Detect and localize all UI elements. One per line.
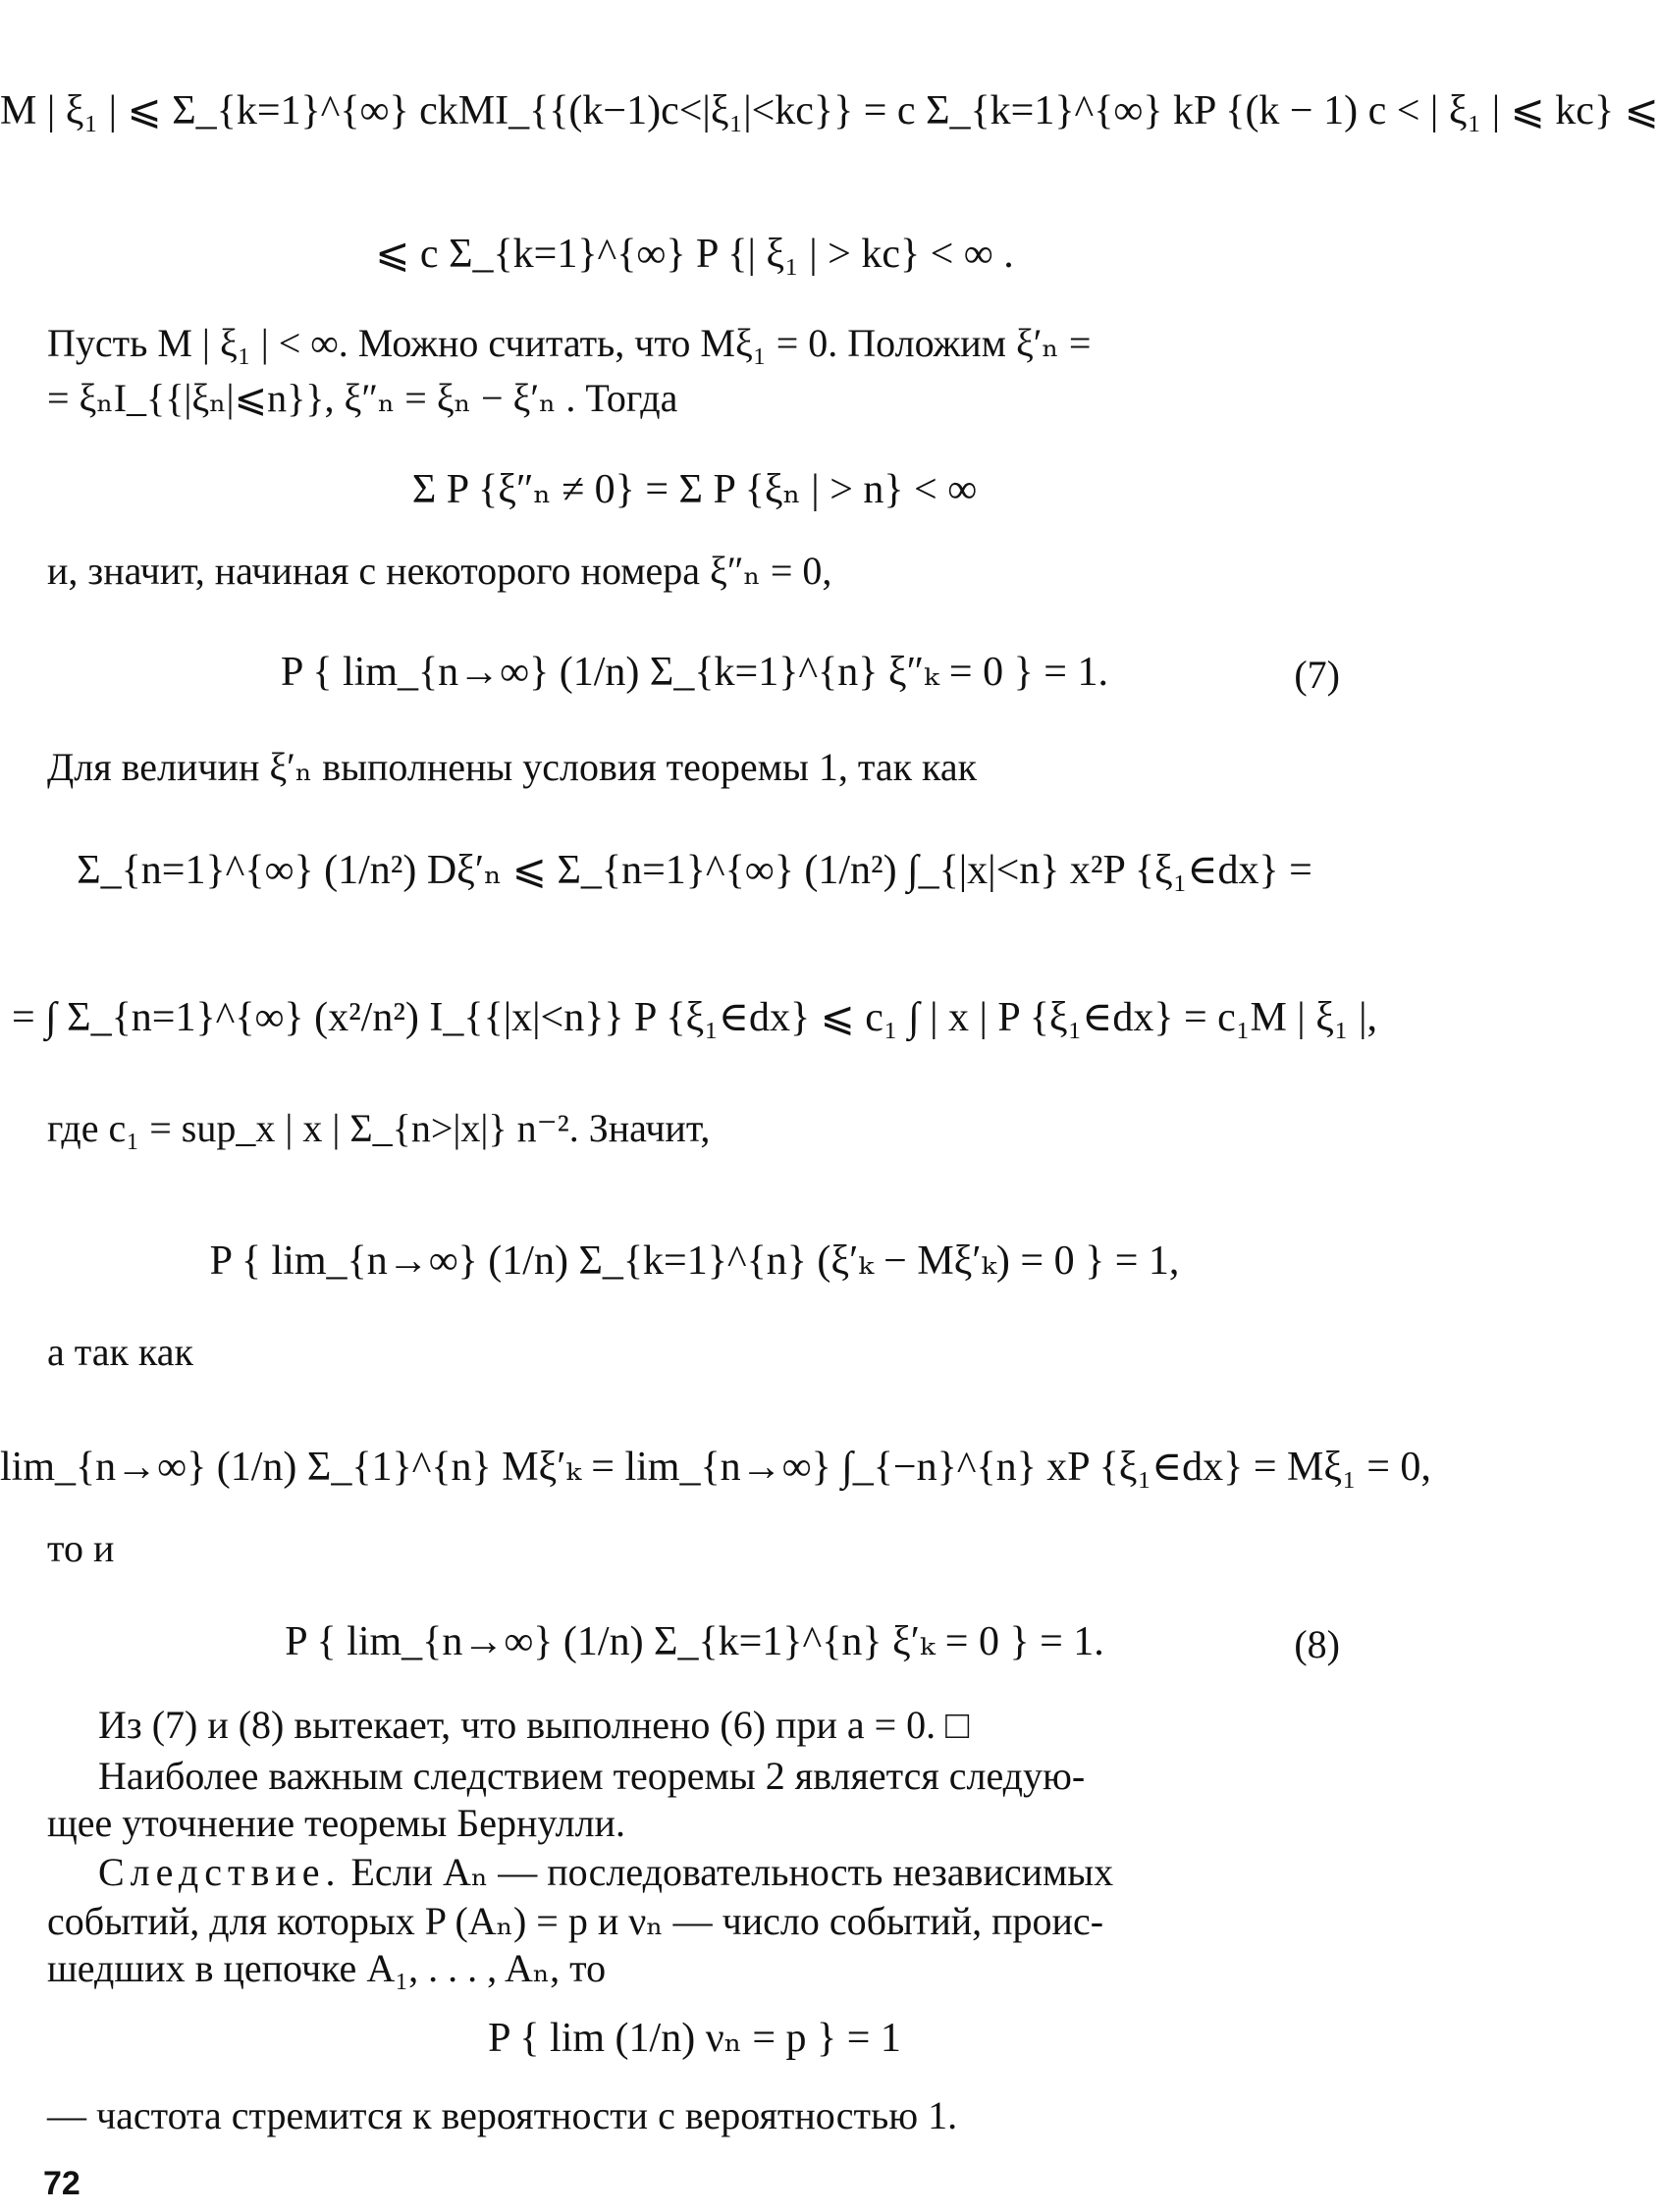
formula-variance-sum: Σ_{n=1}^{∞} (1/n²) Dξ′ₙ ⩽ Σ_{n=1}^{∞} (1/n²) ∫_{|x|<n} x²P {ξ₁∈dx} = [77,848,1312,893]
paragraph-line: Пусть M | ξ₁ | < ∞. Можно считать, что Mξ₁ = 0. Положим ξ′ₙ = [47,321,1092,365]
paragraph-line: Для величин ξ′ₙ выполнены условия теоремы 1, так как [47,745,978,789]
formula-bernoulli: P { lim (1/n) νₙ = p } = 1 [488,2016,901,2061]
page-number: 72 [43,2165,80,2202]
paragraph-line: событий, для которых P (Aₙ) = p и νₙ — число событий, проис- [47,1899,1104,1943]
corollary-text: Если Aₙ — последовательность независимых [350,1850,1114,1894]
formula-bound-sum: M | ξ₁ | ⩽ Σ_{k=1}^{∞} ckMI_{{(k−1)c<|ξ₁|<kc}} = c Σ_{k=1}^{∞} kP {(k − 1) c < | ξ₁ | ⩽ kc} ⩽ [0,88,1659,133]
formula-mean-limit: lim_{n→∞} (1/n) Σ_{1}^{n} Mξ′ₖ = lim_{n→∞} ∫_{−n}^{n} xP {ξ₁∈dx} = Mξ₁ = 0, [0,1445,1431,1490]
paragraph-line: и, значит, начиная с некоторого номера ξ″ₙ = 0, [47,549,832,593]
formula-8: P { lim_{n→∞} (1/n) Σ_{k=1}^{n} ξ′ₖ = 0 } = 1. [285,1619,1104,1664]
equation-number-7: (7) [1294,653,1340,697]
formula-integral-bound: = ∫ Σ_{n=1}^{∞} (x²/n²) I_{{|x|<n}} P {ξ₁∈dx} ⩽ c₁ ∫ | x | P {ξ₁∈dx} = c₁M | ξ₁ |, [11,995,1377,1040]
paragraph-line: = ξₙI_{{|ξₙ|⩽n}}, ξ″ₙ = ξₙ − ξ′ₙ . Тогда [47,376,678,420]
paragraph-line: Наиболее важным следствием теоремы 2 является следую- [98,1754,1086,1798]
formula-centered-slln: P { lim_{n→∞} (1/n) Σ_{k=1}^{n} (ξ′ₖ − Mξ′ₖ) = 0 } = 1, [209,1238,1180,1284]
paragraph-line: где c₁ = sup_x | x | Σ_{n>|x|} n⁻². Значит, [47,1106,711,1150]
formula-7: P { lim_{n→∞} (1/n) Σ_{k=1}^{n} ξ″ₖ = 0 } = 1. [281,650,1108,695]
formula-series-bound: ⩽ c Σ_{k=1}^{∞} P {| ξ₁ | > kc} < ∞ . [375,232,1014,277]
paragraph-line: а так как [47,1330,193,1374]
corollary-line [98,1850,1114,1894]
equation-number-8: (8) [1294,1622,1340,1666]
paragraph-line: Из (7) и (8) вытекает, что выполнено (6) при a = 0. □ [98,1703,970,1747]
formula-borel-cantelli: Σ P {ξ″ₙ ≠ 0} = Σ P {ξₙ | > n} < ∞ [411,467,978,512]
paragraph-line: шедших в цепочке A₁, . . . , Aₙ, то [47,1946,607,1990]
corollary-label: Следствие. [98,1850,342,1894]
paragraph-line: то и [47,1526,115,1570]
paragraph-line: — частота стремится к вероятности с вероятностью 1. [47,2093,958,2137]
paragraph-line: щее уточнение теоремы Бернулли. [47,1801,625,1845]
